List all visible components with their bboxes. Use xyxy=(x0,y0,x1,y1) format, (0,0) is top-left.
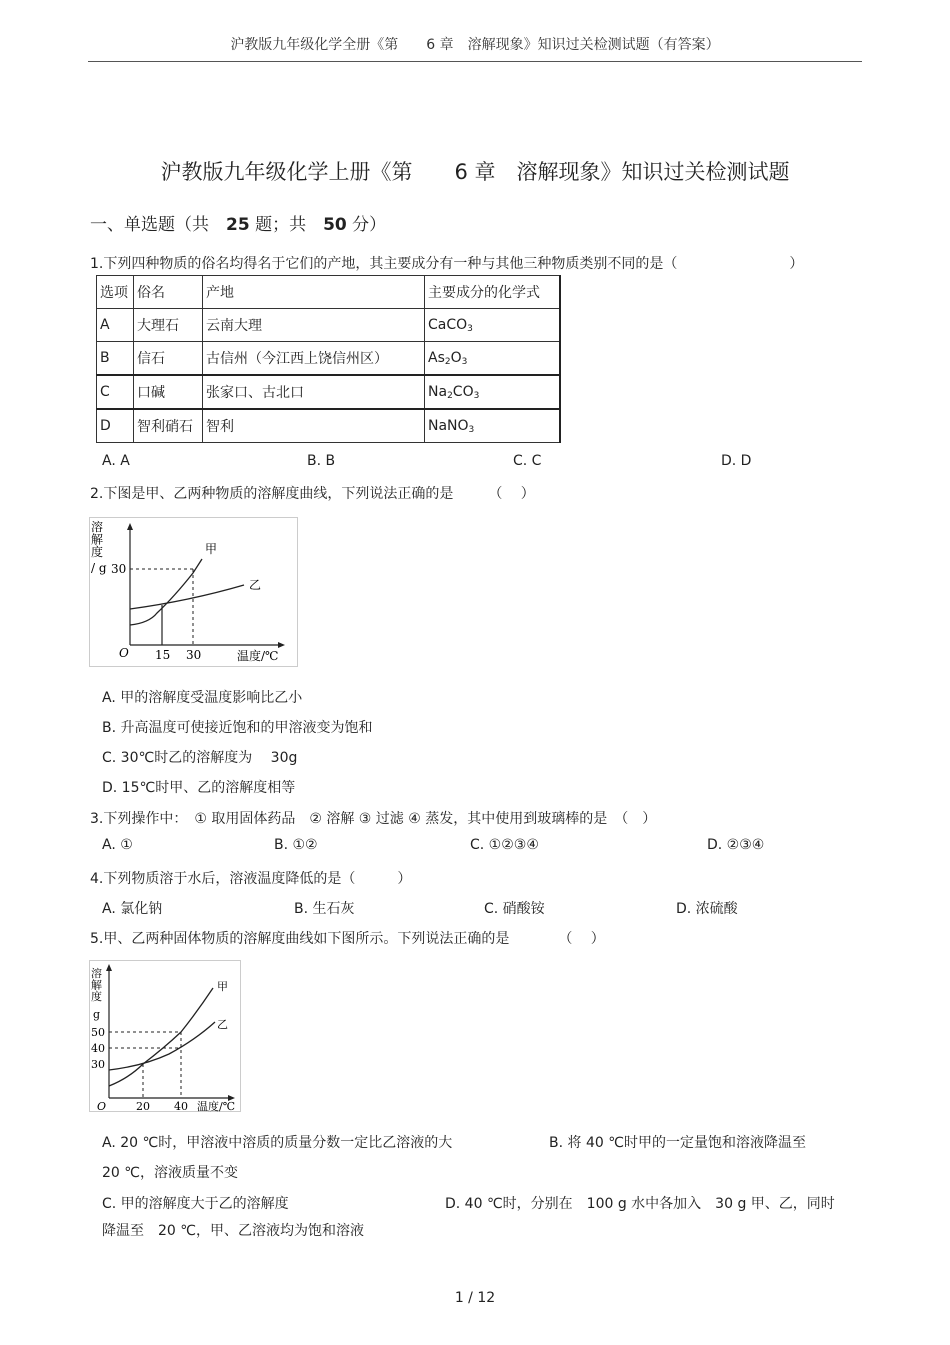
q2-option-a: A. 甲的溶解度受温度影响比乙小 xyxy=(102,690,303,706)
table-header-cell: 主要成分的化学式 xyxy=(425,276,561,309)
q2-solubility-figure xyxy=(89,517,298,667)
y-tick-40: 40 xyxy=(91,1042,105,1055)
table-cell: 云南大理 xyxy=(203,309,425,342)
y-axis-label: 溶解度 xyxy=(91,967,102,1004)
x-axis-label: 温度/℃ xyxy=(237,649,279,663)
q5-stem: 5.甲、乙两种固体物质的溶解度曲线如下图所示。下列说法正确的是 （ ） xyxy=(90,931,605,947)
table-row xyxy=(97,375,561,409)
q5-option-d: D. 40 ℃时，分别在 100 g 水中各加入 30 g 甲、乙，同时 xyxy=(445,1196,835,1212)
q5-chart-svg xyxy=(89,960,241,1112)
table-header-cell: 产地 xyxy=(203,276,425,309)
q4-option-d: D. 浓硫酸 xyxy=(676,901,738,917)
table-cell: 信石 xyxy=(134,342,203,376)
q4-stem: 4.下列物质溶于水后，溶液温度降低的是（ ） xyxy=(90,871,412,887)
q5-option-d-cont: 降温至 20 ℃，甲、乙溶液均为饱和溶液 xyxy=(102,1223,364,1239)
formula-cell: NaNO$_3$ xyxy=(425,409,561,443)
q5-option-b: B. 将 40 ℃时甲的一定量饱和溶液降温至 xyxy=(549,1135,806,1151)
table-cell: 智利 xyxy=(203,409,425,443)
q4-option-a: A. 氯化钠 xyxy=(102,901,163,917)
q4-option-b: B. 生石灰 xyxy=(294,901,355,917)
table-cell: 口碱 xyxy=(134,375,203,409)
table-cell: A xyxy=(97,309,134,342)
series-label-jia: 甲 xyxy=(205,542,218,556)
q1-stem: 1.下列四种物质的俗名均得名于它们的产地，其主要成分有一种与其他三种物质类别不同的是（ ） xyxy=(90,256,804,272)
q2-option-b: B. 升高温度可使接近饱和的甲溶液变为饱和 xyxy=(102,720,373,736)
q5-option-c: C. 甲的溶解度大于乙的溶解度 xyxy=(102,1196,289,1212)
formula-cell: CaCO$_3$ xyxy=(425,309,561,342)
table-cell: B xyxy=(97,342,134,376)
q1-table xyxy=(96,275,561,443)
q3-option-a: A. ① xyxy=(102,837,133,853)
table-cell: 张家口、古北口 xyxy=(203,375,425,409)
series-label-yi: 乙 xyxy=(249,578,262,592)
q1-option-c: C. C xyxy=(513,453,542,469)
table-header-cell: 俗名 xyxy=(134,276,203,309)
x-tick-40: 40 xyxy=(174,1100,188,1112)
y-axis-label: 溶解度 xyxy=(91,520,104,560)
table-cell: D xyxy=(97,409,134,443)
header-rule xyxy=(88,61,862,62)
q1-option-d: D. D xyxy=(721,453,752,469)
table-row xyxy=(97,309,561,342)
table-cell: 大理石 xyxy=(134,309,203,342)
formula-cell: $As_2O_3$ xyxy=(425,342,561,376)
q4-option-c: C. 硝酸铵 xyxy=(484,901,545,917)
table-row xyxy=(97,342,561,376)
q2-chart-svg xyxy=(89,517,298,667)
q1-option-a: A. A xyxy=(102,453,130,469)
q5-option-a: A. 20 ℃时，甲溶液中溶质的质量分数一定比乙溶液的大 xyxy=(102,1135,453,1151)
y-tick-30: 30 xyxy=(91,1058,105,1071)
section-heading: 一、单选题（共 25 题；共 50 分） xyxy=(90,215,387,235)
series-label-jia: 甲 xyxy=(217,980,228,993)
table-cell: C xyxy=(97,375,134,409)
q3-option-d: D. ②③④ xyxy=(707,837,765,853)
q2-option-c: C. 30℃时乙的溶解度为 30g xyxy=(102,750,298,766)
y-unit: g xyxy=(93,1008,101,1021)
q2-option-d: D. 15℃时甲、乙的溶解度相等 xyxy=(102,780,296,796)
x-axis-label: 温度/℃ xyxy=(197,1100,236,1112)
x-tick-30: 30 xyxy=(186,648,202,662)
q3-option-c: C. ①②③④ xyxy=(470,837,539,853)
q3-stem: 3.下列操作中： ① 取用固体药品 ② 溶解 ③ 过滤 ④ 蒸发，其中使用到玻璃棒的是 （ ） xyxy=(90,811,657,827)
q2-stem: 2.下图是甲、乙两种物质的溶解度曲线，下列说法正确的是 （ ） xyxy=(90,486,535,502)
y-tick-50: 50 xyxy=(91,1026,105,1039)
q3-option-b: B. ①② xyxy=(274,837,318,853)
q1-option-b: B. B xyxy=(307,453,336,469)
x-tick-15: 15 xyxy=(155,648,171,662)
formula-cell: $Na_2CO_3$ xyxy=(425,375,561,409)
origin-label: O xyxy=(97,1100,107,1112)
page-number: 1 / 12 xyxy=(454,1290,496,1306)
table-header-row xyxy=(97,276,561,309)
table-row xyxy=(97,409,561,443)
q5-solubility-figure xyxy=(89,960,241,1112)
x-tick-20: 20 xyxy=(136,1100,150,1112)
running-header: 沪教版九年级化学全册《第 6 章 溶解现象》知识过关检测试题（有答案） xyxy=(230,37,720,53)
table-header-cell: 选项 xyxy=(97,276,134,309)
page-title: 沪教版九年级化学上册《第 6 章 溶解现象》知识过关检测试题 xyxy=(160,160,790,184)
y-unit: / g xyxy=(91,561,107,575)
origin-label: O xyxy=(119,646,129,660)
series-label-yi: 乙 xyxy=(217,1018,228,1031)
table-cell: 古信州（今江西上饶信州区） xyxy=(203,342,425,376)
q5-option-b-cont: 20 ℃，溶液质量不变 xyxy=(102,1165,238,1181)
y-tick-30: 30 xyxy=(111,562,127,576)
table-cell: 智利硝石 xyxy=(134,409,203,443)
